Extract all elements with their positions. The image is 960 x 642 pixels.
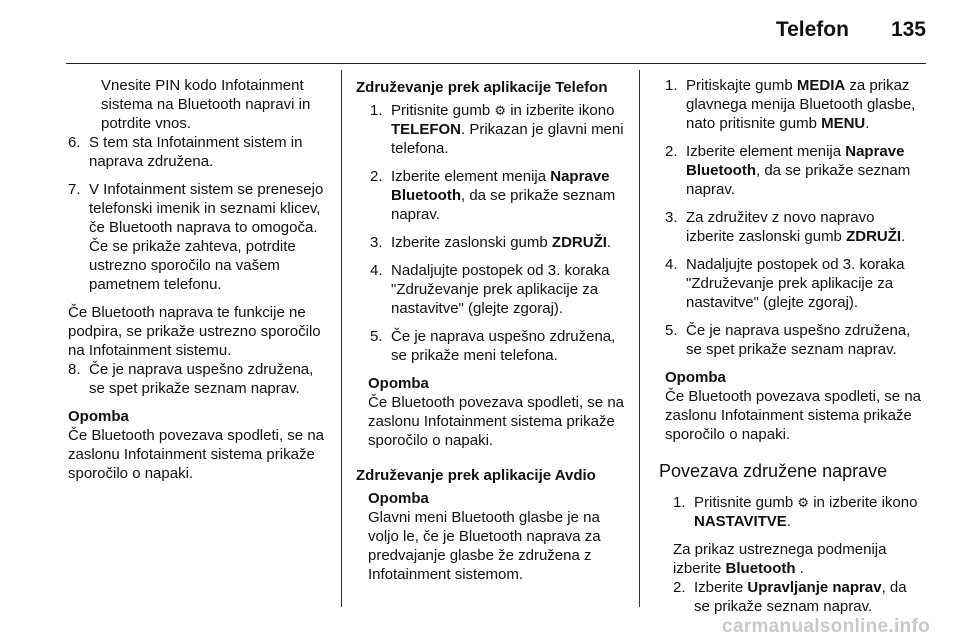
note-text: Če Bluetooth povezava spodleti, se na zaslonu Infotainment sistema prikaže sporočilo o napaki.: [665, 388, 922, 443]
item-number: 2.: [665, 143, 678, 160]
item-number: 1.: [370, 102, 383, 119]
item-number: 5.: [370, 328, 383, 345]
item-number: 4.: [665, 256, 678, 273]
list-item: [370, 101, 628, 158]
list-item: [665, 321, 925, 359]
list-item: [68, 180, 326, 294]
item-number: 3.: [665, 209, 678, 226]
item-number: 2.: [370, 168, 383, 185]
item-number: 8.: [68, 361, 81, 378]
text-run: Pritisnite gumb: [391, 102, 495, 119]
note: [368, 374, 628, 450]
note-heading: Opomba: [368, 375, 429, 392]
menu-term: NASTAVITVE: [694, 513, 787, 530]
step-continuation: [673, 540, 925, 578]
text-run: , da se prikaže seznam naprav.: [391, 187, 616, 223]
page-number: 135: [890, 18, 926, 41]
item-number: 6.: [68, 134, 81, 151]
item-text: V Infotainment sistem se prenesejo telefonski imenik in seznami klicev, če Bluetooth naprava to omogoča. Če se prikaže zahteva, potrdite ustrezno sporočilo na vašem pametnem telefonu.: [89, 181, 324, 293]
text-run: .: [795, 560, 804, 577]
item-number: 1.: [665, 77, 678, 94]
list-item: [68, 360, 326, 398]
list-item: [68, 133, 326, 171]
list-item: [665, 76, 925, 133]
list-item: [370, 327, 628, 365]
item-number: 2.: [673, 579, 686, 596]
text-run: .: [786, 513, 791, 530]
list-item: [673, 493, 925, 531]
text-run: .: [901, 228, 906, 245]
item-text: Če je naprava uspešno združena, se prikaže meni telefona.: [391, 328, 616, 364]
step-continuation: Vnesite PIN kodo Infotainment sistema na Bluetooth napravi in potrdite vnos.: [101, 77, 311, 132]
menu-term: Naprave Bluetooth: [686, 143, 905, 179]
item-text: Če je naprava uspešno združena, se spet prikaže seznam naprav.: [686, 322, 911, 358]
menu-term: ZDRUŽI: [551, 234, 607, 251]
text-run: , da se prikaže seznam naprav.: [686, 162, 911, 198]
column-3: [659, 76, 925, 625]
subheading-audio-app: Združevanje prek aplikacije Avdio: [356, 467, 596, 484]
list-item: [370, 233, 628, 252]
note-heading: Opomba: [368, 490, 429, 507]
text-run: Pritiskajte gumb: [686, 77, 797, 94]
button-term: MEDIA: [796, 77, 846, 94]
list-item: [673, 578, 925, 616]
text-run: za prikaz glavnega menija Bluetooth glasbe, nato pritisnite gumb: [686, 77, 916, 132]
section-heading: Povezava združene naprave: [659, 461, 888, 481]
note: [665, 368, 925, 444]
menu-term: Upravljanje naprav: [747, 579, 882, 596]
note: [368, 489, 628, 584]
note-heading: Opomba: [665, 369, 726, 386]
text-run: in izberite ikono: [809, 494, 918, 511]
button-term: MENU: [821, 115, 866, 132]
text-run: Pritisnite gumb: [694, 494, 798, 511]
text-run: Za prikaz ustreznega podmenija izberite: [673, 541, 887, 577]
item-number: 3.: [370, 234, 383, 251]
menu-term: ZDRUŽI: [846, 228, 902, 245]
note-heading: Opomba: [68, 408, 129, 425]
item-text: Nadaljujte postopek od 3. koraka "Združevanje prek aplikacije za nastavitve" (glejte zgoraj).: [391, 262, 610, 317]
menu-term: TELEFON: [391, 121, 461, 138]
text-run: .: [865, 115, 870, 132]
settings-icon: ⚙: [797, 495, 810, 510]
page-header: [776, 18, 926, 42]
column-divider-2: [639, 70, 640, 607]
item-text: S tem sta Infotainment sistem in naprava združena.: [89, 134, 303, 170]
text-run: , da se prikaže seznam naprav.: [694, 579, 907, 615]
step-continuation: Če Bluetooth naprava te funkcije ne podpira, se prikaže ustrezno sporočilo na Infotainment sistemu.: [68, 304, 321, 359]
list-item: [370, 167, 628, 224]
item-number: 7.: [68, 181, 81, 198]
menu-term: Bluetooth: [725, 560, 796, 577]
text-run: .: [606, 234, 612, 251]
note-text: Glavni meni Bluetooth glasbe je na voljo le, če je Bluetooth naprava za predvajanje glasbe že združena z Infotainment sistemom.: [368, 509, 601, 583]
list-item: [665, 208, 925, 246]
watermark: carmanualsonline.info: [722, 616, 930, 637]
item-number: 4.: [370, 262, 383, 279]
column-1: [68, 76, 326, 499]
item-number: 5.: [665, 322, 678, 339]
page-title: Telefon: [775, 18, 849, 41]
column-2: [356, 76, 628, 600]
text-run: Izberite zaslonski gumb: [391, 234, 552, 251]
text-run: Izberite element menija: [686, 143, 846, 160]
header-rule: [66, 63, 926, 64]
subheading-phone-app: Združevanje prek aplikacije Telefon: [356, 79, 608, 96]
text-run: Za združitev z novo napravo izberite zaslonski gumb: [686, 209, 875, 245]
list-item: [370, 261, 628, 318]
column-divider-1: [341, 70, 342, 607]
item-text: Nadaljujte postopek od 3. koraka "Združevanje prek aplikacije za nastavitve" (glejte zgoraj).: [686, 256, 905, 311]
text-run: Izberite element menija: [391, 168, 551, 185]
note-text: Če Bluetooth povezava spodleti, se na zaslonu Infotainment sistema prikaže sporočilo o napaki.: [368, 394, 625, 449]
note-text: Če Bluetooth povezava spodleti, se na zaslonu Infotainment sistema prikaže sporočilo o napaki.: [68, 427, 325, 482]
text-run: . Prikazan je glavni meni telefona.: [391, 121, 624, 157]
list-item: [665, 142, 925, 199]
settings-icon: ⚙: [494, 103, 507, 118]
text-run: in izberite ikono: [506, 102, 615, 119]
text-run: Izberite: [694, 579, 748, 596]
item-text: Če je naprava uspešno združena, se spet prikaže seznam naprav.: [89, 361, 314, 397]
item-number: 1.: [673, 494, 686, 511]
note: [68, 407, 326, 483]
list-item: [665, 255, 925, 312]
menu-term: Naprave Bluetooth: [391, 168, 610, 204]
